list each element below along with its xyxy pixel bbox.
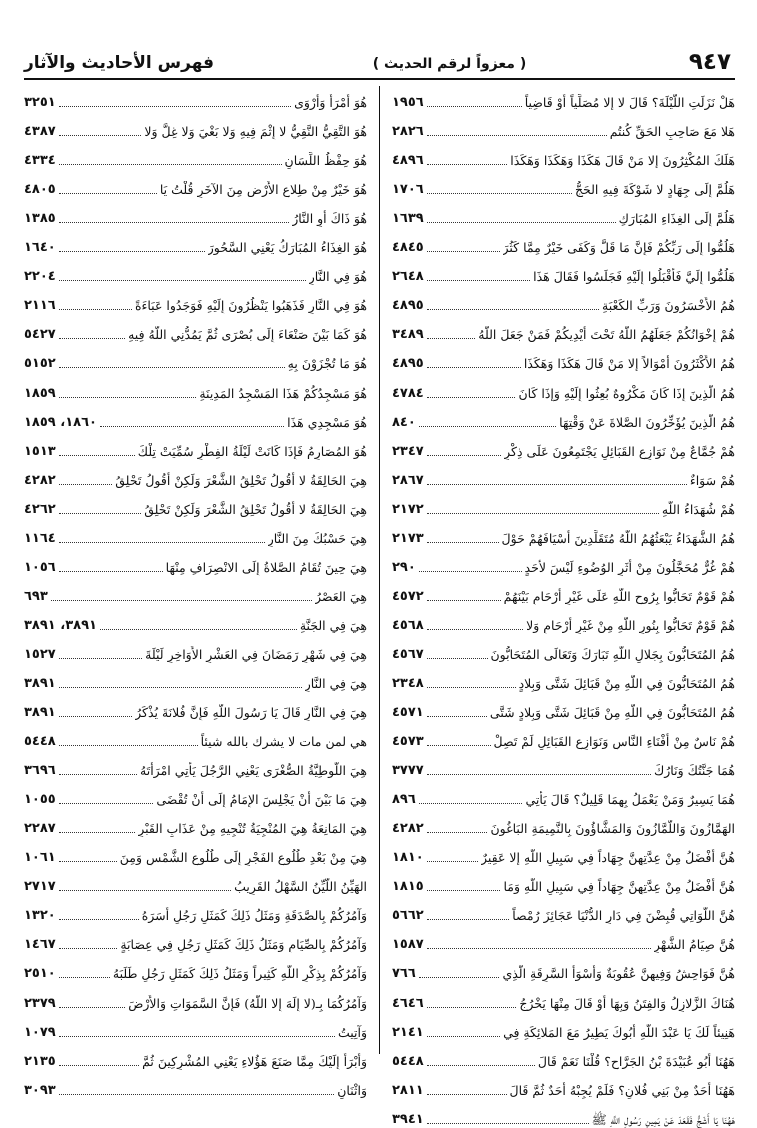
hadith-text: وَآمُرُكُمْ بِالصَّدَقَةِ وَمَثَلُ ذَلِكَ كَمَثَلِ رَجُلٍ أَسَرَهُ — [141, 908, 367, 924]
hadith-text: هُنَّ أَفْضَلُ مِنْ عِدَّتِهِنَّ جِهَاداً فِي سَبِيلِ اللَّهِ إلا عَقِيرٌ — [481, 850, 735, 866]
hadith-text: هَلُمُّوا إِلَيَّ فَأَقْبَلُوا إِلَيْهِ فَجَلَسُوا فَقَالَ هَذَا — [533, 269, 735, 285]
hadith-text: هِيَ فِي النَّارِ قَالَ يَا رَسُولَ اللَّهِ فَإِنَّ فُلانَةَ يُذْكَرُ — [135, 705, 367, 721]
dot-leader — [427, 687, 516, 688]
index-entry — [392, 140, 735, 169]
dot-leader — [427, 919, 510, 920]
index-entry — [24, 140, 367, 169]
dot-leader — [427, 774, 651, 775]
section-title: فهرس الأحاديث والآثار — [24, 53, 215, 73]
hadith-number: ٤٨٤٥ — [392, 240, 424, 256]
hadith-text: هُوَ حِفْظُ اللِّسَانِ — [284, 153, 367, 169]
dot-leader — [427, 222, 616, 223]
hadith-number: ٣٨٩١ — [24, 705, 56, 721]
dot-leader — [427, 309, 599, 310]
index-entry — [24, 227, 367, 256]
hadith-text: هُمُ الأَخْسَرُونَ وَرَبِّ الكَعْبَةِ — [602, 298, 735, 314]
hadith-text: هِيَ العَصْرُ — [314, 588, 367, 604]
index-entry — [392, 576, 735, 605]
dot-leader — [427, 861, 478, 862]
hadith-number: ٤٨٩٥ — [392, 298, 424, 314]
dot-leader — [59, 977, 110, 978]
hadith-number: ٤٦٤٦ — [392, 995, 424, 1011]
hadith-text: هُمْ قَوْمٌ تَحَابُّوا بِنُورِ اللَّهِ مِنْ غَيْرِ أَرْحَامٍ وَلا — [526, 617, 735, 633]
hadith-number: ١٦٤٠ — [24, 240, 56, 256]
hadith-number: ٣٨٩١ — [24, 675, 56, 691]
dot-leader — [419, 426, 556, 427]
hadith-text: هِيَ مَا بَيْنَ أَنْ يَجْلِسَ الإِمَامُ إِلَى أَنْ تُقْضَى — [156, 792, 367, 808]
index-entry — [392, 750, 735, 779]
index-entry — [24, 982, 367, 1011]
hadith-text: هُوَ مَسْجِدُكُمْ هَذَا المَسْجِدُ المَدِينَةِ — [199, 385, 367, 401]
hadith-text: هُمَا يَسِيرٌ وَمَنْ يَعْمَلُ بِهِمَا قَلِيلٌ؟ قَالَ يَأْتِي — [525, 792, 735, 808]
index-entry — [24, 866, 367, 895]
hadith-number: ٣٠٩٣ — [24, 1082, 56, 1098]
dot-leader — [427, 1036, 500, 1037]
hadith-text: هُمُ المُتَحَابُّونَ بِجَلالِ اللَّهِ تَبَارَكَ وَتَعَالَى المُتَحَابُّونَ — [490, 646, 735, 662]
hadith-number: ٤٥٧٢ — [392, 588, 424, 604]
column-divider — [379, 86, 380, 1054]
hadith-number: ٨٩٦ — [392, 792, 416, 808]
header-subtitle: ( معزواً لرقم الحديث ) — [372, 56, 527, 72]
hadith-text: وَآمُرُكُمْ بِذِكْرِ اللَّهِ كَثِيراً وَمَثَلُ ذَلِكَ كَمَثَلِ رَجُلٍ طَلَبَهُ — [112, 966, 367, 982]
hadith-text: وَأَبْرَأُ إِلَيْكَ مِمَّا صَنَعَ هَؤُلاءِ يَعْنِي المُشْرِكِينَ ثُمَّ — [142, 1053, 367, 1069]
hadith-number: ٢٣٤٨ — [392, 675, 424, 691]
index-entry — [24, 82, 367, 111]
hadith-number: ١٨١٥ — [392, 879, 424, 895]
dot-leader — [59, 1065, 139, 1066]
hadith-text: هَلْ نَزَلَتِ اللَّيْلَةَ؟ قَالَ لا إلا مُصَلِّياً أَوْ قَاضِياً — [524, 95, 735, 111]
hadith-number: ٢٢٨٧ — [24, 821, 56, 837]
hadith-number: ٣٨٩١، ٣٨٩١ — [24, 617, 97, 633]
hadith-text: هَلا مَعَ صَاحِبِ الحَقِّ كُنتُم — [609, 124, 735, 140]
hadith-number: ٢٣٧٩ — [24, 995, 56, 1011]
hadith-number: ٤٥٧١ — [392, 705, 424, 721]
hadith-text: هِيَ اللُّوطِيَّةُ الصُّغْرَى يَعْنِي الرَّجُلَ يَأْتِي امْرَأَتَهُ — [140, 763, 367, 779]
hadith-text: هُمْ سَوَاءٌ — [689, 472, 735, 488]
hadith-number: ٣٤٨٩ — [392, 327, 424, 343]
hadith-text: هُوَ المُصَارِمُ فَإِذَا كَانَتْ لَيْلَةُ الفِطْرِ سُمِّيَتْ تِلْكَ — [137, 443, 367, 459]
dot-leader — [59, 222, 290, 223]
index-entry — [392, 837, 735, 866]
hadith-number: ١٥٢٧ — [24, 646, 56, 662]
hadith-number: ٥٤٤٨ — [392, 1053, 424, 1069]
hadith-text: هُمُ الَّذِينَ يُؤَخِّرُونَ الصَّلاةَ عَنْ وَقْتِهَا — [559, 414, 735, 430]
hadith-number: ١٨٦٠، ١٨٥٩ — [24, 414, 97, 430]
dot-leader — [427, 745, 491, 746]
hadith-number: ٣٧٧٧ — [392, 763, 424, 779]
hadith-text: هُمْ نَاسٌ مِنْ أَفْنَاءِ النَّاسِ وَنَوَازِعِ القَبَائِلِ لَمْ تَصِلْ — [493, 734, 735, 750]
hadith-text: هَهُنَا يَا أَشَجُّ فَقَعَدَ عَنْ يَمِينِ رَسُولِ اللَّهِ ﷺ — [591, 1111, 735, 1127]
hadith-number: ٤٨٩٥ — [392, 356, 424, 372]
index-entry — [24, 314, 367, 343]
hadith-text: هُمُ الَّذِينَ إِذَا كَانَ مَكْرُوهٌ بُعِثُوا إِلَيْهِ وَإِذَا كَانَ — [518, 385, 735, 401]
index-entry — [392, 518, 735, 547]
hadith-text: هُوَ كَمَا بَيْنَ صَنْعَاءَ إِلَى بُصْرَى ثُمَّ يَمُدُّنِي اللَّهُ فِيهِ — [128, 327, 367, 343]
dot-leader — [59, 687, 302, 688]
hadith-text: هُوَ أَمْرَأُ وَأَرْوَى — [294, 95, 367, 111]
dot-leader — [427, 513, 659, 514]
hadith-text: هي لمن مات لا يشرك بالله شيئاً — [200, 734, 367, 750]
dot-leader — [59, 571, 163, 572]
index-entry — [392, 866, 735, 895]
dot-leader — [427, 658, 488, 659]
hadith-number: ٦٩٣ — [24, 588, 48, 604]
index-entry — [24, 285, 367, 314]
hadith-text: هُمْ غُرٌّ مُحَجَّلُونَ مِنْ أَثَرِ الوُضُوءِ لَيْسَ لأحَدٍ — [524, 559, 735, 575]
hadith-text: هُنَّ اللَّوَاتِي قُبِضْنَ فِي دَارِ الدُّنْيَا عَجَائِزَ رُمْصاً — [512, 908, 735, 924]
index-entry — [24, 605, 367, 634]
hadith-text: وَآتِيتُ — [337, 1024, 367, 1040]
hadith-number: ٤٢٨٢ — [392, 821, 424, 837]
index-entry — [24, 808, 367, 837]
index-entry — [24, 1070, 367, 1099]
hadith-number: ٢٧١٧ — [24, 879, 56, 895]
hadith-number: ٢٥١٠ — [24, 966, 56, 982]
hadith-text: هَهُنَا أَبُو عُبَيْدَةَ بْنُ الجَرَّاحِ؟ قُلْنَا نَعَمْ قَالَ — [537, 1053, 735, 1069]
index-entry — [392, 460, 735, 489]
index-entry — [24, 895, 367, 924]
hadith-text: هُنَّ أَفْضَلُ مِنْ عِدَّتِهِنَّ جِهَاداً فِي سَبِيلِ اللَّهِ وَمَا — [503, 879, 735, 895]
dot-leader — [59, 745, 198, 746]
index-entry — [24, 779, 367, 808]
index-entry — [24, 750, 367, 779]
hadith-number: ٣٩٤١ — [392, 1111, 424, 1127]
hadith-number: ٢٩٠ — [392, 559, 416, 575]
dot-leader — [427, 1123, 589, 1124]
index-entry — [392, 111, 735, 140]
hadith-text: هِيَ مِنْ بَعْدِ طُلُوعِ الفَجْرِ إِلَى طُلُوعِ الشَّمْسِ وَمِنَ — [119, 850, 367, 866]
dot-leader — [427, 280, 530, 281]
hadith-number: ٢٦٤٨ — [392, 269, 424, 285]
page-number: ٩٤٧ — [688, 49, 731, 75]
dot-leader — [427, 397, 516, 398]
hadith-text: هُوَ ذَاكَ أَوِ النَّارُ — [292, 211, 367, 227]
index-entry — [24, 518, 367, 547]
dot-leader — [59, 919, 139, 920]
index-entry — [392, 227, 735, 256]
hadith-text: هُمْ شُهَدَاءُ اللَّهِ — [661, 501, 735, 517]
dot-leader — [100, 629, 297, 630]
hadith-number: ٤٥٧٣ — [392, 734, 424, 750]
hadith-number: ٤٨٩٦ — [392, 153, 424, 169]
index-entry — [392, 198, 735, 227]
hadith-number: ١٠٦١ — [24, 850, 56, 866]
dot-leader — [59, 861, 117, 862]
dot-leader — [59, 716, 132, 717]
dot-leader — [427, 135, 607, 136]
index-entry — [392, 634, 735, 663]
dot-leader — [59, 1036, 335, 1037]
hadith-number: ٣٢٥١ — [24, 95, 56, 111]
dot-leader — [59, 280, 306, 281]
index-entry — [24, 460, 367, 489]
dot-leader — [427, 106, 522, 107]
index-entry — [24, 343, 367, 372]
dot-leader — [59, 251, 205, 252]
hadith-text: هَنِيئاً لَكَ يَا عَبْدَ اللَّهِ أَبُوكَ يَطِيرُ مَعَ المَلائِكَةِ فِي — [503, 1024, 735, 1040]
dot-leader — [427, 251, 500, 252]
hadith-number: ٤٢٦٢ — [24, 501, 56, 517]
index-entry — [24, 837, 367, 866]
dot-leader — [427, 193, 572, 194]
dot-leader — [59, 367, 285, 368]
dot-leader — [427, 948, 651, 949]
hadith-number: ٢٣٤٧ — [392, 443, 424, 459]
hadith-number: ١٨١٠ — [392, 850, 424, 866]
index-entry — [24, 547, 367, 576]
hadith-number: ٨٤٠ — [392, 414, 416, 430]
hadith-text: وَاثْنَانِ — [337, 1082, 367, 1098]
index-entry — [392, 692, 735, 721]
hadith-text: هُوَ فِي النَّارِ فَذَهَبُوا يَنْظُرُونَ إِلَيْهِ فَوَجَدُوا عَبَاءَةً — [134, 298, 367, 314]
hadith-number: ١٨٥٩ — [24, 385, 56, 401]
index-entry — [392, 547, 735, 576]
hadith-text: هُمْ جُمَّاعٌ مِنْ نَوَازِعِ القَبَائِلِ يَجْتَمِعُونَ عَلَى ذِكْرِ — [504, 443, 735, 459]
hadith-number: ٢١٧٢ — [392, 501, 424, 517]
hadith-text: هَلُمَّ إِلَى الغِذَاءِ المُبَارَكِ — [618, 211, 735, 227]
hadith-text: هَلُمَّ إِلَى جِهَادٍ لا شَوْكَةَ فِيهِ الحَجُّ — [574, 182, 735, 198]
dot-leader — [427, 629, 523, 630]
index-entry — [392, 431, 735, 460]
dot-leader — [427, 890, 501, 891]
dot-leader — [427, 338, 476, 339]
hadith-text: هِيَ المَانِعَةُ هِيَ المُنْجِيَةُ تُنْجِيهِ مِنْ عَذَابِ القَبْرِ — [138, 821, 367, 837]
hadith-number: ٤٥٦٧ — [392, 646, 424, 662]
dot-leader — [419, 977, 500, 978]
hadith-number: ١٦٣٩ — [392, 211, 424, 227]
hadith-number: ١٠٥٥ — [24, 792, 56, 808]
index-entry — [392, 256, 735, 285]
index-entry — [24, 1041, 367, 1070]
index-entry — [392, 402, 735, 431]
index-entry — [392, 169, 735, 198]
dot-leader — [59, 135, 142, 136]
hadith-number: ٥٦٦٢ — [392, 908, 424, 924]
hadith-text: هِيَ الحَالِقَةُ لا أَقُولُ تَحْلِقُ الشَّعْرَ وَلَكِنْ تَحْلِقُ — [144, 501, 367, 517]
dot-leader — [59, 774, 137, 775]
hadith-number: ١٠٥٦ — [24, 559, 56, 575]
hadith-number: ١٧٠٦ — [392, 182, 424, 198]
hadith-number: ٧٦٦ — [392, 966, 416, 982]
dot-leader — [59, 484, 113, 485]
hadith-text: وَآمُرُكُمْ بِالصِّيَامِ وَمَثَلُ ذَلِكَ كَمَثَلِ رَجُلٍ فِي عِصَابَةٍ — [120, 937, 367, 953]
index-entry — [392, 343, 735, 372]
dot-leader — [51, 600, 312, 601]
hadith-text: هُوَ خَيْرٌ مِنْ طِلاعِ الأَرْضِ مِنَ الآخَرِ قُلْتُ يَا — [159, 182, 367, 198]
dot-leader — [59, 658, 142, 659]
dot-leader — [59, 397, 197, 398]
hadith-text: هُوَ الغِذَاءُ المُبَارَكُ يَعْنِي السَّحُورَ — [207, 240, 367, 256]
hadith-text: هِيَ الحَالِقَةُ لا أَقُولُ تَحْلِقُ الشَّعْرَ وَلَكِنْ أَقُولُ تَحْلِقُ — [115, 472, 367, 488]
hadith-number: ٢١٧٣ — [392, 530, 424, 546]
index-entry — [392, 1070, 735, 1099]
hadith-number: ٥٤٢٧ — [24, 327, 56, 343]
index-entry — [24, 169, 367, 198]
dot-leader — [427, 455, 501, 456]
index-entry — [24, 576, 367, 605]
dot-leader — [427, 832, 488, 833]
hadith-number: ٢١١٦ — [24, 298, 56, 314]
hadith-number: ٤٣٣٤ — [24, 153, 56, 169]
hadith-number: ١٤٦٧ — [24, 937, 56, 953]
hadith-number: ٢٨٢٦ — [392, 124, 424, 140]
hadith-text: هُوَ مَا تُجْزَوْنَ بِهِ — [287, 356, 367, 372]
hadith-number: ٣٦٩٦ — [24, 763, 56, 779]
index-entry — [392, 663, 735, 692]
hadith-text: هُوَ التَّقِيُّ النَّقِيُّ لا إِثْمَ فِيهِ وَلا بَغْيَ وَلا غِلَّ وَلا — [144, 124, 367, 140]
hadith-text: هِيَ حِينَ تُقَامُ الصَّلاةُ إِلَى الانْصِرَافِ مِنْهَا — [165, 559, 367, 575]
hadith-number: ١٠٧٩ — [24, 1024, 56, 1040]
hadith-number: ٤٥٦٨ — [392, 617, 424, 633]
index-entry — [392, 982, 735, 1011]
hadith-text: وَآمُرُكُمَا بِـ(لا إِلَهَ إِلا اللَّهُ) فَإِنَّ السَّمَوَاتِ وَالأَرْضَ — [128, 995, 367, 1011]
index-entry — [392, 1012, 735, 1041]
dot-leader — [59, 803, 154, 804]
hadith-text: الهَيِّنُ اللَّيِّنُ السَّهْلُ القَرِيبُ — [234, 879, 367, 895]
dot-leader — [59, 106, 291, 107]
hadith-number: ٢٢٠٤ — [24, 269, 56, 285]
dot-leader — [59, 890, 231, 891]
dot-leader — [427, 367, 521, 368]
index-entry — [392, 924, 735, 953]
dot-leader — [59, 1094, 335, 1095]
index-entry — [392, 1099, 735, 1128]
dot-leader — [427, 484, 687, 485]
hadith-number: ٤٨٠٥ — [24, 182, 56, 198]
index-entry — [24, 634, 367, 663]
index-entry — [24, 1012, 367, 1041]
dot-leader — [427, 1065, 535, 1066]
hadith-text: هِيَ حَسْبُكَ مِنَ النَّارِ — [267, 530, 367, 546]
hadith-text: هُمْ قَوْمٌ تَحَابُّوا بِرُوحِ اللَّهِ عَلَى غَيْرِ أَرْحَامٍ بَيْنَهُمْ — [503, 588, 735, 604]
hadith-number: ٢٨٦٧ — [392, 472, 424, 488]
hadith-number: ٤٧٨٤ — [392, 385, 424, 401]
hadith-number: ١٩٥٦ — [392, 95, 424, 111]
hadith-number: ٢٨١١ — [392, 1082, 424, 1098]
hadith-number: ١٣٢٠ — [24, 908, 56, 924]
hadith-text: هُوَ مَسْجِدِي هَذَا — [287, 414, 367, 430]
dot-leader — [427, 600, 501, 601]
index-entry — [24, 692, 367, 721]
hadith-text: هُمَا جَنَّتُكَ وَنَارُكَ — [653, 763, 735, 779]
index-entry — [392, 285, 735, 314]
hadith-text: هَلَكَ المُكْثِرُونَ إلا مَنْ قَالَ هَكَذَا وَهَكَذَا وَهَكَذَا — [510, 153, 735, 169]
index-entry — [392, 808, 735, 837]
dot-leader — [427, 1094, 507, 1095]
hadith-text: الهَمَّازُونَ وَاللَّمَّازُونَ وَالمَشَّاؤُونَ بِالنَّمِيمَةِ البَاغُونَ — [490, 821, 735, 837]
dot-leader — [59, 948, 118, 949]
page-header — [24, 44, 735, 80]
hadith-text: هَهُنَا أَحَدٌ مِنْ بَنِي فُلانٍ؟ فَلَمْ يُجِبْهُ أَحَدٌ ثُمَّ قَالَ — [509, 1082, 735, 1098]
dot-leader — [59, 513, 141, 514]
dot-leader — [100, 426, 284, 427]
dot-leader — [59, 193, 157, 194]
dot-leader — [427, 542, 499, 543]
index-entry — [24, 489, 367, 518]
index-entry — [392, 82, 735, 111]
hadith-number: ٤٢٨٢ — [24, 472, 56, 488]
hadith-number: ١٥١٣ — [24, 443, 56, 459]
hadith-number: ٤٣٨٧ — [24, 124, 56, 140]
hadith-text: هَلُمُّوا إِلَى رَبِّكُمْ فَإِنَّ مَا قَلَّ وَكَفَى خَيْرٌ مِمَّا كَثُرَ — [502, 240, 735, 256]
dot-leader — [419, 571, 522, 572]
dot-leader — [59, 455, 135, 456]
dot-leader — [419, 803, 523, 804]
dot-leader — [427, 164, 508, 165]
index-entry — [392, 489, 735, 518]
index-entry — [24, 431, 367, 460]
hadith-text: هُنَّ فَوَاحِشُ وَفِيهِنَّ عُقُوبَةٌ وَأَسْوَأُ السَّرِقَةِ الَّذِي — [502, 966, 735, 982]
index-entry — [392, 314, 735, 343]
hadith-text: هُمُ المُتَحَابُّونَ فِي اللَّهِ مِنْ قَبَائِلَ شَتَّى وَبِلادٍ — [518, 675, 735, 691]
dot-leader — [59, 309, 132, 310]
right-column — [392, 82, 735, 1128]
index-entry — [24, 256, 367, 285]
hadith-text: هُمُ الأَكْثَرُونَ أَمْوَالاً إلا مَنْ قَالَ هَكَذَا وَهَكَذَا — [523, 356, 735, 372]
index-entry — [24, 111, 367, 140]
hadith-text: هِيَ فِي النَّارِ — [304, 675, 367, 691]
hadith-text: هُمْ إِخْوَانُكُمْ جَعَلَهُمُ اللَّهُ تَحْتَ أَيْدِيكُمْ فَمَنْ جَعَلَ اللَّهُ — [478, 327, 735, 343]
hadith-text: هُنَّ صِيَامُ الشَّهْرِ — [653, 937, 735, 953]
hadith-text: هُمُ الشُّهَدَاءُ يَبْعَثُهُمُ اللَّهُ مُتَقَلِّدِينَ أَسْيَافَهُمْ حَوْلَ — [501, 530, 735, 546]
index-entry — [24, 953, 367, 982]
index-entry — [392, 1041, 735, 1070]
hadith-text: هُوَ فِي النَّارِ — [308, 269, 367, 285]
dot-leader — [59, 542, 265, 543]
hadith-number: ٥٤٤٨ — [24, 734, 56, 750]
hadith-number: ١٥٨٧ — [392, 937, 424, 953]
index-entry — [392, 721, 735, 750]
hadith-number: ٢١٤١ — [392, 1024, 424, 1040]
dot-leader — [59, 164, 282, 165]
index-entry — [392, 372, 735, 401]
index-entry — [392, 895, 735, 924]
index-page — [24, 44, 735, 1127]
dot-leader — [59, 338, 125, 339]
index-entry — [392, 779, 735, 808]
index-entry — [24, 924, 367, 953]
index-entry — [24, 663, 367, 692]
hadith-number: ١١٦٤ — [24, 530, 56, 546]
dot-leader — [59, 832, 136, 833]
left-column — [24, 82, 367, 1099]
index-entry — [24, 721, 367, 750]
hadith-number: ١٣٨٥ — [24, 211, 56, 227]
dot-leader — [427, 716, 487, 717]
index-entry — [24, 372, 367, 401]
index-entry — [24, 198, 367, 227]
index-entry — [24, 402, 367, 431]
hadith-text: هِيَ فِي الجَنَّةِ — [299, 617, 367, 633]
hadith-number: ٥١٥٢ — [24, 356, 56, 372]
dot-leader — [427, 1007, 517, 1008]
hadith-text: هُنَاكَ الزَّلازِلُ وَالفِتَنُ وَبِهَا أَوْ قَالَ مِنْهَا يَخْرُجُ — [519, 995, 735, 1011]
index-entry — [392, 605, 735, 634]
index-entry — [392, 953, 735, 982]
hadith-text: هِيَ فِي شَهْرِ رَمَضَانَ فِي العَشْرِ الأَوَاخِرِ لَيْلَةَ — [145, 646, 367, 662]
dot-leader — [59, 1007, 126, 1008]
hadith-number: ٢١٣٥ — [24, 1053, 56, 1069]
hadith-text: هُمُ المُتَحَابُّونَ فِي اللَّهِ مِنْ قَبَائِلَ شَتَّى وَبِلادٍ شَتَّى — [489, 705, 735, 721]
